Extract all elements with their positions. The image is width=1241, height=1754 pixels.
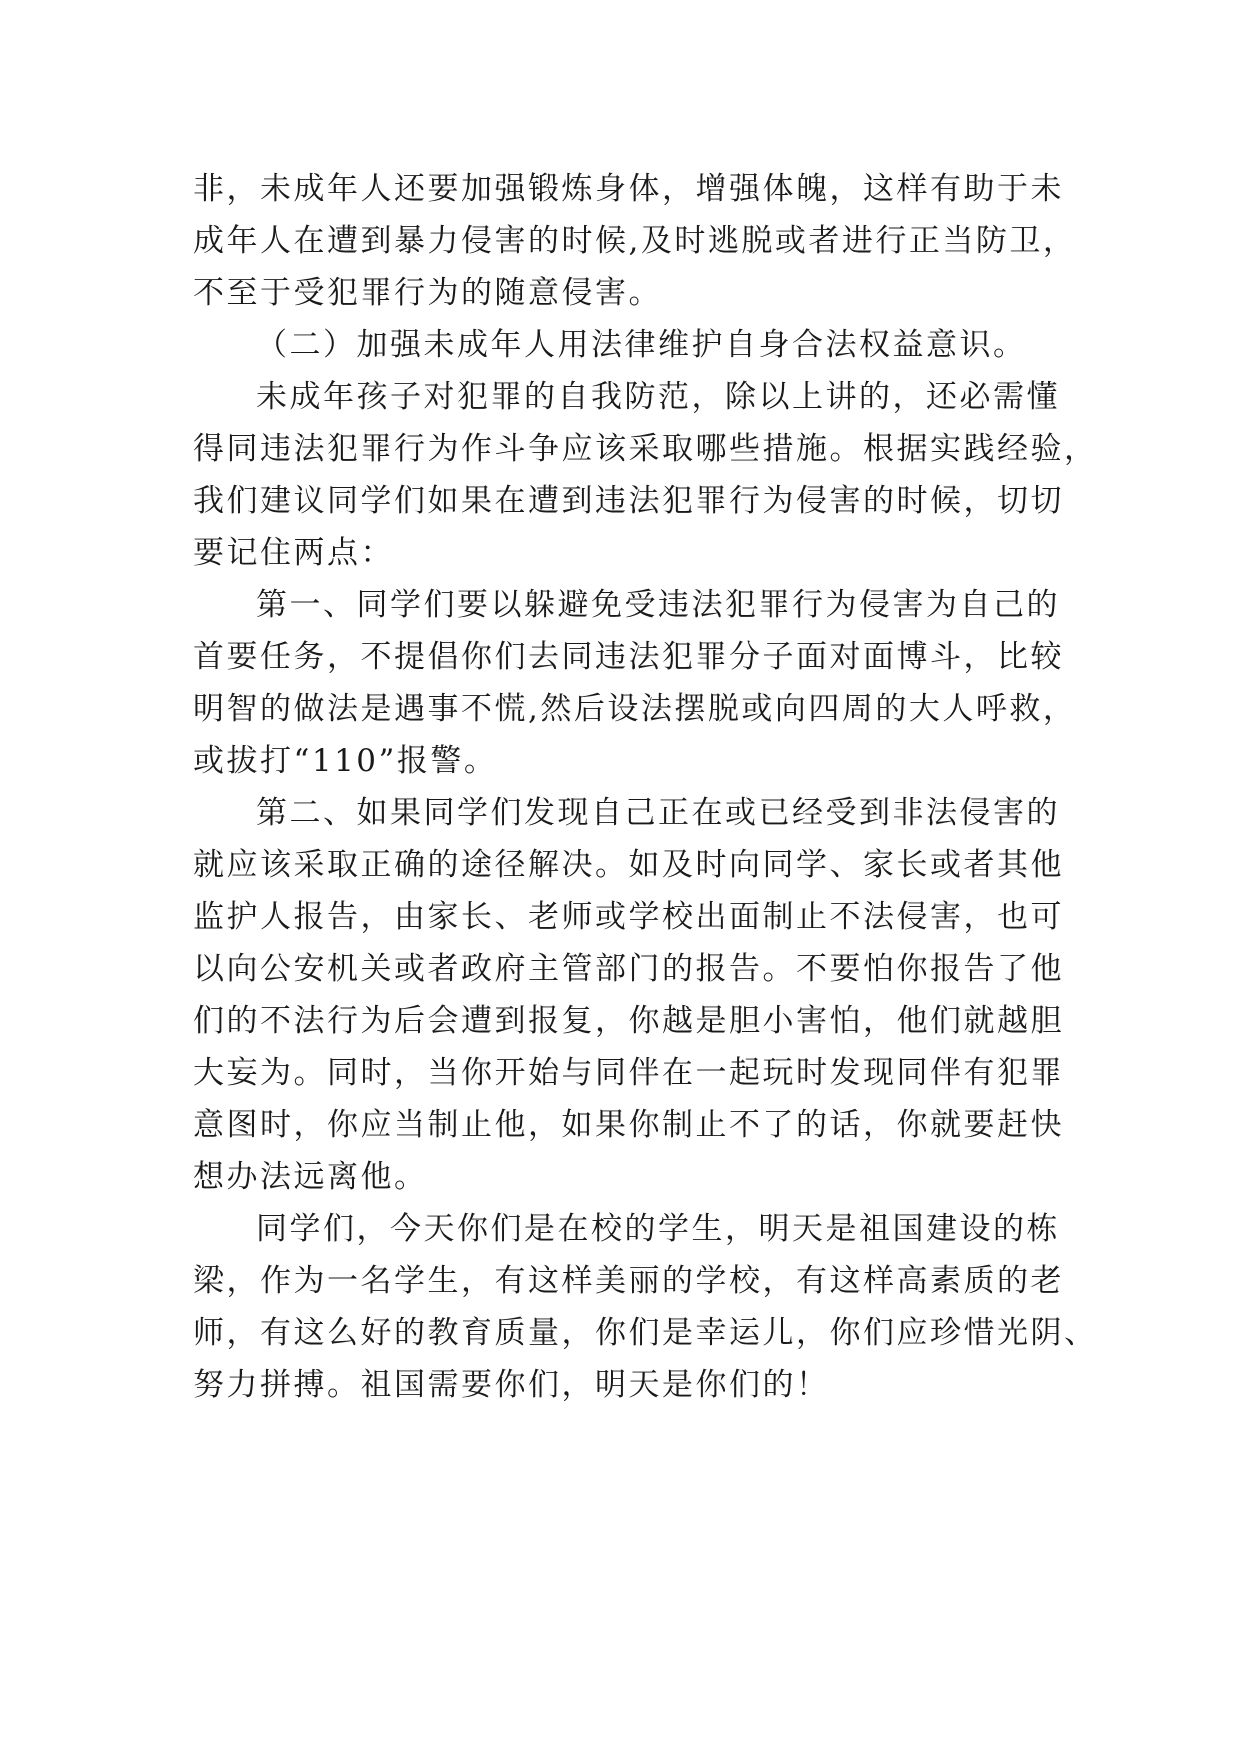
text-line: 第一、同学们要以躲避免受违法犯罪行为侵害为自己的 (256, 587, 1060, 623)
text-line: 要记住两点： (193, 535, 394, 571)
text-line: 不至于受犯罪行为的随意侵害。 (193, 275, 662, 311)
text-line: 或拔打“110”报警。 (193, 743, 498, 779)
text-line: 大妄为。同时，当你开始与同伴在一起玩时发现同伴有犯罪 (193, 1055, 1064, 1091)
text-line: 明智的做法是遇事不慌,然后设法摆脱或向四周的大人呼救， (193, 691, 1077, 727)
text-line: 就应该采取正确的途径解决。如及时向同学、家长或者其他 (193, 847, 1064, 883)
text-line: 想办法远离他。 (193, 1159, 428, 1195)
text-line: 监护人报告，由家长、老师或学校出面制止不法侵害，也可 (193, 899, 1064, 935)
text-line: 首要任务，不提倡你们去同违法犯罪分子面对面博斗，比较 (193, 639, 1064, 675)
text-line: 非，未成年人还要加强锻炼身体，增强体魄，这样有助于未 (193, 171, 1064, 207)
text-line: 梁，作为一名学生，有这样美丽的学校，有这样高素质的老 (193, 1263, 1064, 1299)
text-line: 以向公安机关或者政府主管部门的报告。不要怕你报告了他 (193, 951, 1064, 987)
text-line: 师，有这么好的教育质量，你们是幸运儿，你们应珍惜光阴、 (193, 1315, 1098, 1351)
text-line: 第二、如果同学们发现自己正在或已经受到非法侵害的 (256, 795, 1060, 831)
text-line: 同学们，今天你们是在校的学生，明天是祖国建设的栋 (256, 1211, 1060, 1247)
text-line: 们的不法行为后会遭到报复，你越是胆小害怕，他们就越胆 (193, 1003, 1064, 1039)
text-line: 意图时，你应当制止他，如果你制止不了的话，你就要赶快 (193, 1107, 1064, 1143)
text-line: 我们建议同学们如果在遭到违法犯罪行为侵害的时候，切切 (193, 483, 1064, 519)
text-line: 努力拼搏。祖国需要你们，明天是你们的！ (193, 1367, 830, 1403)
text-line: 未成年孩子对犯罪的自我防范，除以上讲的，还必需懂 (256, 379, 1060, 415)
text-line: 成年人在遭到暴力侵害的时候,及时逃脱或者进行正当防卫， (193, 223, 1077, 259)
section-heading: （二）加强未成年人用法律维护自身合法权益意识。 (256, 327, 1027, 363)
text-line: 得同违法犯罪行为作斗争应该采取哪些措施。根据实践经验， (193, 431, 1098, 467)
document-body (193, 163, 1098, 1411)
